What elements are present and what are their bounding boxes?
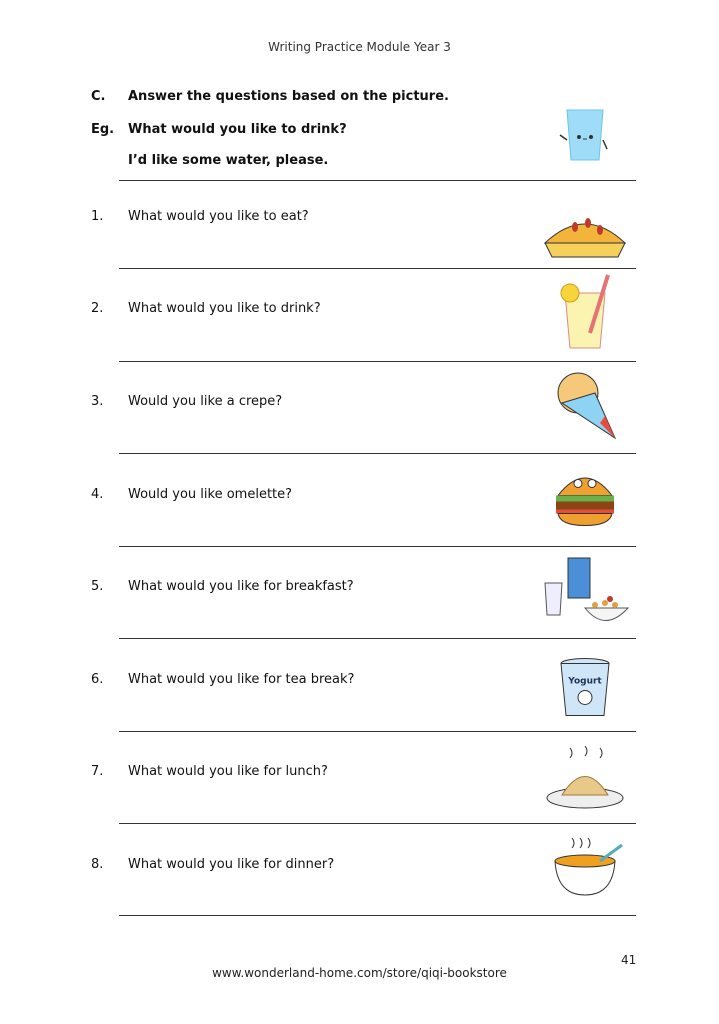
example-divider <box>119 180 636 181</box>
question-text: Would you like omelette? <box>128 487 293 502</box>
example-label: Eg. <box>91 122 115 137</box>
question-text: What would you like for lunch? <box>128 764 328 779</box>
question-text: What would you like to drink? <box>128 301 321 316</box>
noodles-icon <box>540 738 630 818</box>
question-text: What would you like for tea break? <box>128 672 355 687</box>
milk-cereal-icon <box>540 553 630 633</box>
page-header: Writing Practice Module Year 3 <box>268 40 451 54</box>
water-glass-icon <box>555 105 615 170</box>
crepe-icon <box>540 368 630 448</box>
section-label: C. <box>91 89 106 104</box>
example-answer: I’d like some water, please. <box>128 153 329 168</box>
lemonade-icon <box>540 273 630 353</box>
answer-line[interactable] <box>119 453 636 454</box>
footer-url: www.wonderland-home.com/store/qiqi-bookstore <box>212 966 507 980</box>
question-number: 5. <box>91 579 104 594</box>
answer-line[interactable] <box>119 546 636 547</box>
svg-text:Yogurt: Yogurt <box>568 676 602 687</box>
question-text: What would you like to eat? <box>128 209 309 224</box>
question-number: 8. <box>91 857 104 872</box>
pie-icon <box>540 195 630 275</box>
page-number: 41 <box>621 953 637 967</box>
question-number: 1. <box>91 209 104 224</box>
section-instruction: Answer the questions based on the picture. <box>128 89 449 104</box>
answer-line[interactable] <box>119 731 636 732</box>
question-number: 3. <box>91 394 104 409</box>
question-text: What would you like for breakfast? <box>128 579 354 594</box>
example-question: What would you like to drink? <box>128 122 347 137</box>
yogurt-icon <box>540 648 630 728</box>
burger-icon <box>540 458 630 538</box>
answer-line[interactable] <box>119 823 636 824</box>
answer-line[interactable] <box>119 268 636 269</box>
answer-line[interactable] <box>119 915 636 916</box>
answer-line[interactable] <box>119 361 636 362</box>
soup-icon <box>540 828 630 908</box>
question-number: 2. <box>91 301 104 316</box>
question-number: 4. <box>91 487 104 502</box>
question-number: 7. <box>91 764 104 779</box>
question-text: Would you like a crepe? <box>128 394 283 409</box>
question-number: 6. <box>91 672 104 687</box>
answer-line[interactable] <box>119 638 636 639</box>
question-text: What would you like for dinner? <box>128 857 335 872</box>
